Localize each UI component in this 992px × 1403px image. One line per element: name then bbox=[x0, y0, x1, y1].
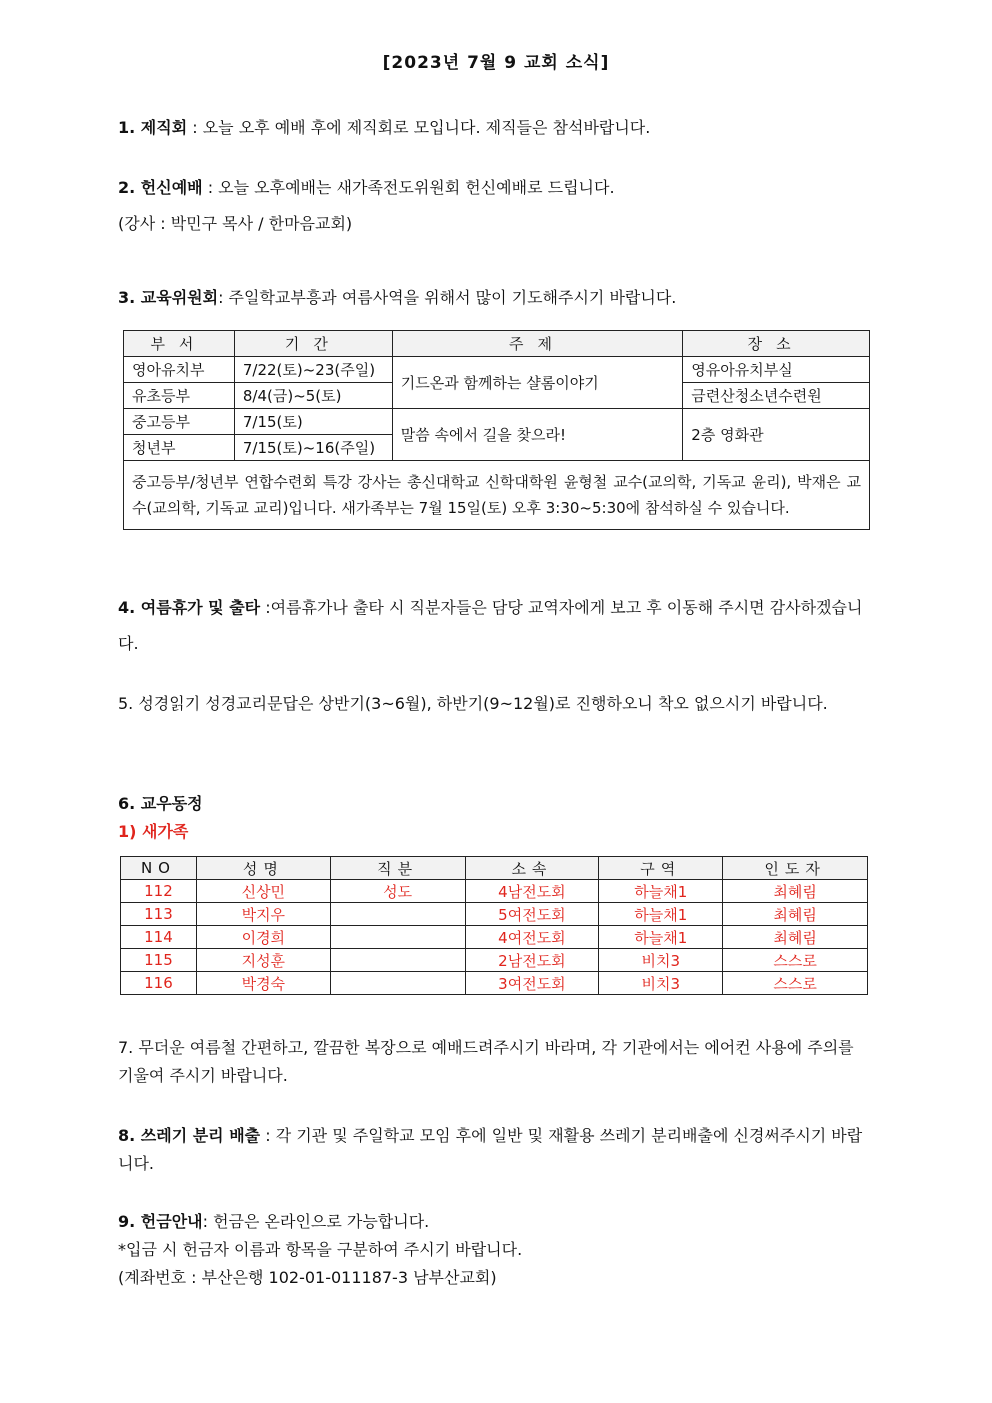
affiliation-cell: 4남전도회 bbox=[465, 880, 599, 903]
table-row bbox=[121, 926, 868, 949]
header-guide: 인도자 bbox=[723, 857, 868, 880]
header-period: 기간 bbox=[234, 331, 392, 357]
district-cell: 비치3 bbox=[599, 949, 723, 972]
new-members-table bbox=[120, 856, 868, 995]
table-row bbox=[121, 949, 868, 972]
guide-cell: 최혜림 bbox=[723, 903, 868, 926]
district-cell: 하늘채1 bbox=[599, 926, 723, 949]
header-affiliation: 소속 bbox=[465, 857, 599, 880]
position-cell bbox=[330, 926, 465, 949]
section-offering bbox=[118, 1208, 874, 1292]
position-cell: 성도 bbox=[330, 880, 465, 903]
section-bible-reading: 5. 성경읽기 성경교리문답은 상반기(3~6월), 하반기(9~12월)로 진행하오니 착오 없으시기 바랍니다. bbox=[118, 694, 828, 713]
header-theme: 주제 bbox=[392, 331, 682, 357]
no-cell: 114 bbox=[121, 926, 197, 949]
table-row bbox=[121, 880, 868, 903]
name-cell: 박지우 bbox=[196, 903, 330, 926]
table-header-row bbox=[121, 857, 868, 880]
guide-cell: 스스로 bbox=[723, 972, 868, 995]
name-cell: 지성훈 bbox=[196, 949, 330, 972]
section-label: 8. 쓰레기 분리 배출 bbox=[118, 1126, 261, 1145]
dept-cell: 유초등부 bbox=[124, 383, 235, 409]
section-text: : 헌금은 온라인으로 가능합니다. bbox=[202, 1212, 430, 1231]
guide-cell: 최혜림 bbox=[723, 880, 868, 903]
section-text: : 각 기관 및 주일학교 모임 후에 일반 및 재활용 쓰레기 분리배출에 신경써주시기 바랍니다. bbox=[118, 1126, 863, 1173]
no-cell: 115 bbox=[121, 949, 197, 972]
affiliation-cell: 4여전도회 bbox=[465, 926, 599, 949]
table-note-row bbox=[124, 461, 870, 530]
dept-cell: 중고등부 bbox=[124, 409, 235, 435]
district-cell: 하늘채1 bbox=[599, 903, 723, 926]
theme-cell: 말씀 속에서 길을 찾으라! bbox=[392, 409, 682, 461]
table-row bbox=[121, 972, 868, 995]
affiliation-cell: 3여전도회 bbox=[465, 972, 599, 995]
section-label: 2. 헌신예배 bbox=[118, 178, 203, 197]
section-text: :여름휴가나 출타 시 직분자들은 담당 교역자에게 보고 후 이동해 주시면 감사하겠습니다. bbox=[118, 598, 863, 653]
section-label: 3. 교육위원회 bbox=[118, 288, 219, 307]
header-no: NO bbox=[121, 857, 197, 880]
header-dept: 부서 bbox=[124, 331, 235, 357]
position-cell bbox=[330, 949, 465, 972]
header-position: 직분 bbox=[330, 857, 465, 880]
retreat-note: 중고등부/청년부 연합수련회 특강 강사는 총신대학교 신학대학원 윤형철 교수(교의학, 기독교 윤리), 박재은 교수(교의학, 기독교 교리)입니다. 새가족부는 7월 15일(토) 오후 3:30~5:30에 참석하실 수 있습니다. bbox=[124, 461, 870, 530]
period-cell: 8/4(금)~5(토) bbox=[234, 383, 392, 409]
page-title: [2023년 7월 9 교회 소식] bbox=[382, 53, 610, 73]
section-council bbox=[118, 114, 874, 142]
section-dedication-service bbox=[118, 174, 874, 238]
header-district: 구역 bbox=[599, 857, 723, 880]
new-family-subtitle: 1) 새가족 bbox=[118, 822, 189, 841]
position-cell bbox=[330, 972, 465, 995]
education-table bbox=[123, 330, 870, 530]
guide-cell: 최혜림 bbox=[723, 926, 868, 949]
name-cell: 박경숙 bbox=[196, 972, 330, 995]
affiliation-cell: 2남전도회 bbox=[465, 949, 599, 972]
table-header-row bbox=[124, 331, 870, 357]
account-number: (계좌번호 : 부산은행 102-01-011187-3 남부산교회) bbox=[118, 1268, 497, 1287]
district-cell: 비치3 bbox=[599, 972, 723, 995]
speaker-line: (강사 : 박민구 목사 / 한마음교회) bbox=[118, 214, 353, 233]
header-name: 성명 bbox=[196, 857, 330, 880]
table-row bbox=[124, 409, 870, 435]
section-summer-attire: 7. 무더운 여름철 간편하고, 깔끔한 복장으로 예배드려주시기 바라며, 각 기관에서는 에어컨 사용에 주의를 기울여 주시기 바랍니다. bbox=[118, 1038, 854, 1085]
period-cell: 7/22(토)~23(주일) bbox=[234, 357, 392, 383]
place-cell: 영유아유치부실 bbox=[683, 357, 870, 383]
no-cell: 113 bbox=[121, 903, 197, 926]
dept-cell: 영아유치부 bbox=[124, 357, 235, 383]
district-cell: 하늘채1 bbox=[599, 880, 723, 903]
header-place: 장소 bbox=[683, 331, 870, 357]
no-cell: 116 bbox=[121, 972, 197, 995]
section-label: 6. 교우동정 bbox=[118, 794, 203, 813]
section-summer-leave bbox=[118, 590, 874, 662]
section-label: 9. 헌금안내 bbox=[118, 1212, 203, 1231]
name-cell: 이경희 bbox=[196, 926, 330, 949]
section-text: : 오늘 오후예배는 새가족전도위원회 헌신예배로 드립니다. bbox=[202, 178, 615, 197]
dept-cell: 청년부 bbox=[124, 435, 235, 461]
guide-cell: 스스로 bbox=[723, 949, 868, 972]
section-member-news bbox=[118, 790, 874, 818]
no-cell: 112 bbox=[121, 880, 197, 903]
period-cell: 7/15(토) bbox=[234, 409, 392, 435]
section-text: : 주일학교부흥과 여름사역을 위해서 많이 기도해주시기 바랍니다. bbox=[218, 288, 677, 307]
affiliation-cell: 5여전도회 bbox=[465, 903, 599, 926]
name-cell: 신상민 bbox=[196, 880, 330, 903]
section-label: 1. 제직회 bbox=[118, 118, 188, 137]
section-label: 4. 여름휴가 및 출타 bbox=[118, 598, 261, 617]
position-cell bbox=[330, 903, 465, 926]
table-row bbox=[124, 357, 870, 383]
section-education bbox=[118, 284, 874, 312]
table-row bbox=[121, 903, 868, 926]
section-waste-separation bbox=[118, 1122, 874, 1178]
period-cell: 7/15(토)~16(주일) bbox=[234, 435, 392, 461]
place-cell: 2층 영화관 bbox=[683, 409, 870, 461]
offering-instruction: *입금 시 헌금자 이름과 항목을 구분하여 주시기 바랍니다. bbox=[118, 1240, 523, 1259]
theme-cell: 기드온과 함께하는 샬롬이야기 bbox=[392, 357, 682, 409]
section-text: : 오늘 오후 예배 후에 제직회로 모입니다. 제직들은 참석바랍니다. bbox=[187, 118, 651, 137]
place-cell: 금련산청소년수련원 bbox=[683, 383, 870, 409]
